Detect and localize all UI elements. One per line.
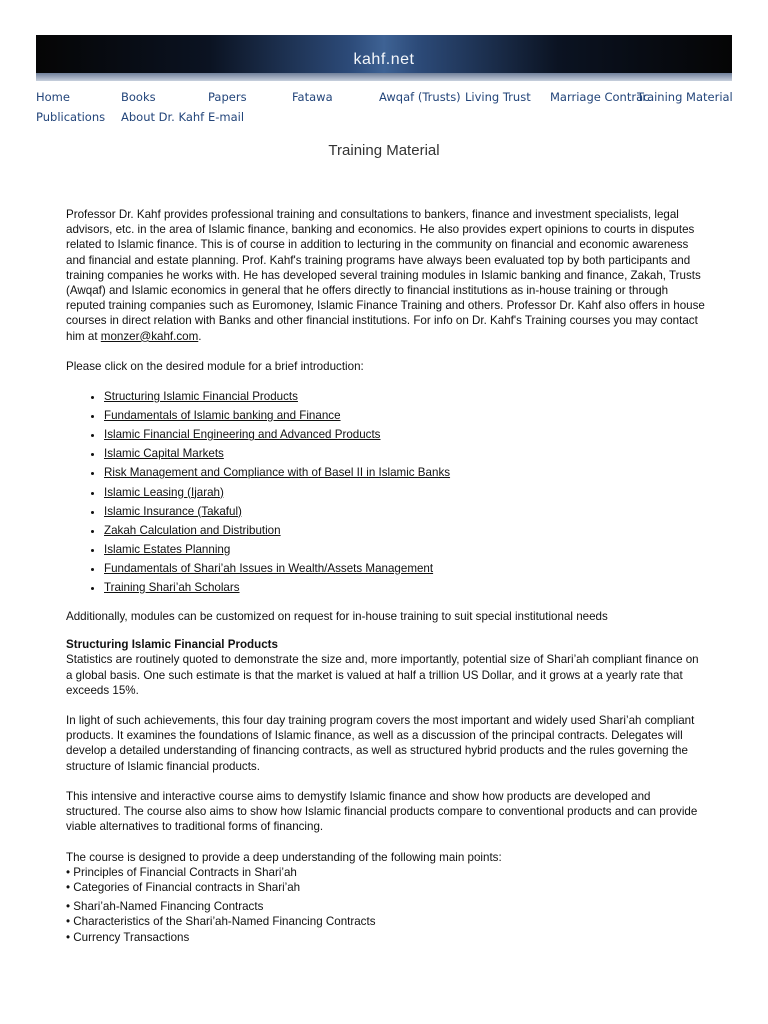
list-item	[104, 502, 706, 521]
list-item	[104, 463, 706, 482]
point-item: • Shari’ah-Named Financing Contracts	[66, 900, 264, 914]
point-item: • Currency Transactions	[66, 930, 190, 944]
nav-email[interactable]: E-mail	[208, 110, 245, 124]
site-banner	[36, 35, 732, 81]
module-link[interactable]: Islamic Financial Engineering and Advanced Products	[104, 428, 381, 442]
module-link[interactable]: Fundamentals of Shari’ah Issues in Wealth/Assets Management	[104, 561, 434, 575]
module-link[interactable]: Zakah Calculation and Distribution	[104, 523, 281, 537]
customized-note: Additionally, modules can be customized on request for in-house training to suit special institutional needs	[66, 610, 608, 624]
section-paragraph-4: The course is designed to provide a deep understanding of the following main points:	[66, 850, 502, 864]
nav-marriage-contract[interactable]: Marriage Contrac	[550, 90, 650, 104]
list-item	[104, 559, 706, 578]
section-paragraph-3: This intensive and interactive course aims to demystify Islamic finance and show how products are developed and structured. The course also aims to show how Islamic financial products compare to conventional products and can provide viable alternatives to traditional forms of financing.	[66, 789, 698, 834]
nav-papers[interactable]: Papers	[208, 90, 247, 104]
section-heading: Structuring Islamic Financial Products	[66, 638, 278, 652]
points-list	[66, 865, 706, 945]
list-item	[104, 578, 706, 597]
intro-end: .	[198, 329, 202, 343]
nav-training-material[interactable]: Training Material	[637, 90, 733, 104]
point-item: • Characteristics of the Shari’ah-Named Financing Contracts	[66, 915, 376, 929]
module-link[interactable]: Islamic Insurance (Takaful)	[104, 504, 242, 518]
main-content	[66, 207, 706, 945]
module-link[interactable]: Islamic Capital Markets	[104, 447, 224, 461]
site-title: kahf.net	[353, 51, 415, 68]
list-item	[104, 521, 706, 540]
nav-home[interactable]: Home	[36, 90, 70, 104]
page-title: Training Material	[328, 142, 440, 159]
email-link[interactable]: monzer@kahf.com	[100, 329, 199, 343]
nav-living-trust[interactable]: Living Trust	[465, 90, 531, 104]
list-item	[104, 387, 706, 406]
list-item	[104, 540, 706, 559]
module-link[interactable]: Fundamentals of Islamic banking and Finance	[104, 409, 341, 423]
list-item	[104, 444, 706, 463]
nav-publications[interactable]: Publications	[36, 110, 106, 124]
module-prompt: Please click on the desired module for a brief introduction:	[66, 359, 364, 373]
module-link[interactable]: Structuring Islamic Financial Products	[104, 390, 298, 404]
nav-about[interactable]: About Dr. Kahf	[121, 110, 205, 124]
intro-text: Professor Dr. Kahf provides professional training and consultations to bankers, finance and investment specialists, legal advisors, etc. in the area of Islamic finance, banking and economics. He also provides expert opinions to courts in disputes related to Islamic finance. This is of course in addition to lecturing in the community on financial and economic awareness and financial and estate planning. Prof. Kahf's training programs have always been evaluated top by both participants and training companies he works with. He has developed several training modules in Islamic banking and finance, Zakah, Trusts (Awqaf) and Islamic economics in general that he offers directly to financial institutions as in-house training or through reputed training companies such as Euromoney, Islamic Finance Training and others. Professor Dr. Kahf also offers in house courses in direct relation with Banks and other financial institutions. For info on Dr. Kahf's Training courses you may contact him at	[66, 208, 705, 343]
point-item: • Categories of Financial contracts in Shari’ah	[66, 880, 301, 894]
list-item	[104, 425, 706, 444]
module-link[interactable]: Training Shari’ah Scholars	[104, 580, 240, 594]
intro-paragraph	[66, 207, 706, 344]
module-link[interactable]: Islamic Estates Planning	[104, 542, 231, 556]
list-item	[104, 483, 706, 502]
section-paragraph-1: Statistics are routinely quoted to demonstrate the size and, more importantly, potential size of Shari’ah compliant finance on a global basis. One such estimate is that the market is valued at half a trillion US Dollar, and it grows at a yearly rate that exceeds 15%.	[66, 653, 699, 697]
list-item	[104, 406, 706, 425]
nav-fatawa[interactable]: Fatawa	[292, 90, 333, 104]
module-link[interactable]: Islamic Leasing (Ijarah)	[104, 485, 224, 499]
nav-awqaf[interactable]: Awqaf (Trusts)	[379, 90, 461, 104]
module-link[interactable]: Risk Management and Compliance with of Basel II in Islamic Banks	[104, 466, 451, 480]
point-item: • Principles of Financial Contracts in Shari’ah	[66, 865, 297, 879]
banner-strip	[36, 73, 732, 81]
section-paragraph-2: In light of such achievements, this four day training program covers the most important and widely used Shari’ah compliant products. It examines the foundations of Islamic finance, as well as a discussion of the principal contracts. Delegates will develop a detailed understanding of financing contracts, as well as structured hybrid products and the rules governing the structure of Islamic financial products.	[66, 714, 695, 773]
module-list	[66, 387, 706, 597]
nav-books[interactable]: Books	[121, 90, 156, 104]
